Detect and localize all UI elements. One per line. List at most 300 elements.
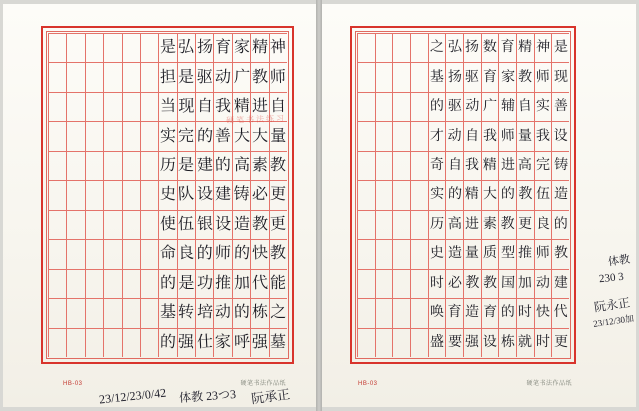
right-grid-character: 教 bbox=[500, 216, 515, 232]
left-grid-character: 史 bbox=[159, 186, 177, 204]
right-grid-character: 善 bbox=[553, 99, 568, 115]
left-grid-cell bbox=[177, 210, 195, 239]
right-grid-character: 教 bbox=[465, 275, 480, 291]
right-grid-cell bbox=[392, 210, 410, 239]
right-grid-character: 的 bbox=[429, 98, 445, 115]
left-grid-cell bbox=[103, 151, 121, 180]
left-grid-cell bbox=[140, 328, 158, 357]
left-grid-cell bbox=[103, 239, 121, 268]
left-grid-cell bbox=[66, 92, 84, 121]
right-grid-cell bbox=[357, 328, 375, 357]
right-grid-cell bbox=[410, 180, 428, 209]
right-grid-cell bbox=[516, 328, 534, 357]
left-grid-cell bbox=[122, 92, 140, 121]
left-grid-character: 建 bbox=[215, 186, 232, 204]
left-grid-cell bbox=[85, 33, 103, 62]
right-grid-cell bbox=[551, 180, 569, 209]
right-sheet-footer-title: 硬笔书法作品纸 bbox=[526, 381, 572, 387]
left-grid-cell bbox=[177, 151, 195, 180]
right-grid-cell bbox=[375, 62, 393, 91]
right-grid-cell bbox=[516, 62, 534, 91]
left-grid-character: 转 bbox=[178, 304, 195, 322]
right-grid-cell bbox=[445, 121, 463, 150]
right-grid-character: 更 bbox=[553, 334, 568, 350]
right-grid-character: 栋 bbox=[500, 334, 515, 351]
right-grid-character: 的 bbox=[500, 304, 516, 321]
right-grid-character: 实 bbox=[429, 187, 445, 203]
left-grid-character: 推 bbox=[214, 274, 232, 293]
left-grid-character: 师 bbox=[269, 68, 287, 86]
right-grid-cell bbox=[357, 210, 375, 239]
right-grid-cell bbox=[463, 239, 481, 268]
right-grid-cell bbox=[428, 180, 446, 209]
right-grid-cell bbox=[551, 62, 569, 91]
right-grid-cell bbox=[551, 269, 569, 298]
right-grid-cell bbox=[375, 121, 393, 150]
left-grid-character: 墓 bbox=[270, 333, 287, 351]
left-grid-cell bbox=[158, 180, 176, 209]
left-grid-character: 神 bbox=[269, 38, 287, 57]
right-grid-cell bbox=[463, 210, 481, 239]
left-grid-character: 是 bbox=[159, 38, 177, 57]
right-grid-character: 家 bbox=[500, 69, 515, 85]
left-grid-cell bbox=[177, 239, 195, 268]
right-grid-cell bbox=[445, 33, 463, 62]
left-grid-cell bbox=[85, 121, 103, 150]
left-grid-cell bbox=[140, 92, 158, 121]
right-grid-cell bbox=[463, 151, 481, 180]
right-grid-character: 动 bbox=[535, 275, 551, 292]
right-grid-cell bbox=[463, 328, 481, 357]
right-grid-cell bbox=[498, 33, 516, 62]
right-grid-cell bbox=[534, 239, 552, 268]
right-grid-cell bbox=[516, 269, 534, 298]
left-grid-cell bbox=[85, 151, 103, 180]
left-grid-character: 动 bbox=[214, 303, 232, 322]
left-grid-cell bbox=[269, 33, 287, 62]
right-grid-cell bbox=[410, 151, 428, 180]
left-grid-character: 家 bbox=[214, 333, 232, 352]
left-grid-cell bbox=[250, 62, 268, 91]
left-grid-character: 仕 bbox=[196, 333, 214, 352]
left-grid-cell bbox=[103, 180, 121, 209]
right-grid-cell bbox=[534, 92, 552, 121]
right-grid-cell bbox=[392, 92, 410, 121]
left-grid-cell bbox=[195, 269, 213, 298]
left-grid-character: 弘 bbox=[178, 38, 195, 57]
left-grid-cell bbox=[250, 180, 268, 209]
right-grid-cell bbox=[428, 239, 446, 268]
left-grid-cell bbox=[85, 269, 103, 298]
left-grid-cell bbox=[250, 298, 268, 327]
left-grid-character: 自 bbox=[196, 97, 213, 116]
right-grid-cell bbox=[375, 92, 393, 121]
right-grid-character: 造 bbox=[553, 187, 568, 203]
left-grid-cell bbox=[158, 210, 176, 239]
right-grid-cell bbox=[357, 239, 375, 268]
left-grid-character: 的 bbox=[159, 333, 177, 351]
right-grid-cell bbox=[428, 269, 446, 298]
right-grid-character: 造 bbox=[465, 305, 480, 321]
right-grid-cell bbox=[463, 121, 481, 150]
left-grid-character: 家 bbox=[233, 39, 250, 57]
left-grid-cell bbox=[158, 269, 176, 298]
right-grid-cell bbox=[516, 210, 534, 239]
right-grid-cell bbox=[410, 298, 428, 327]
right-grid-character: 加 bbox=[517, 275, 533, 292]
right-grid-character: 精 bbox=[518, 40, 533, 56]
right-grid-cell bbox=[498, 269, 516, 298]
left-grid-cell bbox=[85, 210, 103, 239]
right-grid-character: 进 bbox=[465, 216, 480, 233]
right-grid-cell bbox=[498, 210, 516, 239]
right-writing-grid bbox=[357, 33, 569, 357]
right-grid-cell bbox=[463, 180, 481, 209]
left-grid-cell bbox=[85, 180, 103, 209]
left-page-red-border bbox=[41, 26, 294, 364]
left-grid-cell bbox=[195, 298, 213, 327]
left-grid-cell bbox=[48, 180, 66, 209]
left-grid-cell bbox=[103, 269, 121, 298]
right-grid-character: 质 bbox=[483, 246, 497, 262]
left-grid-cell bbox=[177, 269, 195, 298]
right-grid-character: 设 bbox=[553, 128, 568, 144]
right-grid-cell bbox=[463, 269, 481, 298]
left-grid-cell bbox=[85, 239, 103, 268]
left-grid-cell bbox=[103, 121, 121, 150]
left-grid-cell bbox=[66, 298, 84, 327]
left-grid-cell bbox=[48, 33, 66, 62]
left-grid-character: 的 bbox=[196, 127, 214, 145]
left-grid-cell bbox=[232, 239, 250, 268]
right-grid-cell bbox=[357, 62, 375, 91]
right-grid-cell bbox=[428, 151, 446, 180]
right-grid-character: 量 bbox=[518, 128, 533, 144]
right-grid-cell bbox=[428, 298, 446, 327]
right-handwritten-label: 体教 bbox=[607, 253, 631, 269]
right-grid-character: 推 bbox=[518, 246, 533, 262]
left-grid-character: 强 bbox=[251, 333, 268, 351]
right-grid-character: 育 bbox=[500, 40, 515, 56]
left-grid-cell bbox=[250, 121, 268, 150]
left-grid-cell bbox=[122, 239, 140, 268]
right-grid-cell bbox=[445, 239, 463, 268]
left-grid-character: 设 bbox=[215, 215, 232, 233]
right-grid-character: 弘 bbox=[447, 39, 463, 56]
right-grid-cell bbox=[375, 151, 393, 180]
left-grid-character: 善 bbox=[214, 127, 232, 145]
right-grid-character: 设 bbox=[482, 334, 498, 351]
right-grid-cell bbox=[498, 239, 516, 268]
left-grid-cell bbox=[195, 151, 213, 180]
left-grid-cell bbox=[66, 121, 84, 150]
right-grid-cell bbox=[534, 210, 552, 239]
right-grid-character: 素 bbox=[482, 216, 498, 233]
left-grid-cell bbox=[195, 328, 213, 357]
left-grid-cell bbox=[195, 62, 213, 91]
right-grid-character: 育 bbox=[482, 305, 498, 321]
left-grid-cell bbox=[177, 180, 195, 209]
left-grid-cell bbox=[158, 298, 176, 327]
left-grid-cell bbox=[269, 239, 287, 268]
left-grid-cell bbox=[232, 210, 250, 239]
left-grid-cell bbox=[177, 328, 195, 357]
left-grid-cell bbox=[177, 121, 195, 150]
right-grid-cell bbox=[375, 180, 393, 209]
left-sheet-stamp: 硬笔书法练习 bbox=[225, 113, 287, 126]
left-grid-cell bbox=[66, 62, 84, 91]
left-grid-cell bbox=[158, 92, 176, 121]
right-grid-character: 完 bbox=[536, 158, 550, 174]
right-grid-character: 良 bbox=[535, 216, 551, 233]
left-writing-grid bbox=[48, 33, 287, 357]
left-grid-cell bbox=[122, 151, 140, 180]
left-grid-cell bbox=[269, 298, 287, 327]
left-sheet-footer-code: HB-03 bbox=[63, 381, 83, 387]
left-grid-cell bbox=[232, 33, 250, 62]
left-grid-cell bbox=[48, 328, 66, 357]
right-grid-cell bbox=[481, 239, 499, 268]
left-grid-cell bbox=[158, 239, 176, 268]
left-grid-cell bbox=[48, 298, 66, 327]
right-grid-cell bbox=[410, 210, 428, 239]
right-grid-cell bbox=[428, 210, 446, 239]
right-grid-cell bbox=[481, 151, 499, 180]
left-grid-cell bbox=[140, 151, 158, 180]
right-grid-cell bbox=[392, 239, 410, 268]
left-grid-cell bbox=[158, 328, 176, 357]
right-grid-character: 代 bbox=[553, 305, 568, 321]
right-grid-cell bbox=[551, 33, 569, 62]
right-grid-character: 强 bbox=[465, 334, 480, 351]
right-grid-character: 量 bbox=[465, 246, 480, 262]
right-grid-cell bbox=[410, 269, 428, 298]
right-grid-character: 唤 bbox=[429, 305, 445, 321]
right-grid-cell bbox=[551, 298, 569, 327]
right-grid-cell bbox=[357, 151, 375, 180]
left-grid-character: 历 bbox=[159, 156, 177, 175]
left-grid-cell bbox=[48, 62, 66, 91]
right-grid-cell bbox=[534, 151, 552, 180]
right-grid-character: 大 bbox=[482, 187, 498, 203]
left-grid-cell bbox=[177, 298, 195, 327]
right-grid-cell bbox=[357, 298, 375, 327]
left-grid-character: 是 bbox=[178, 156, 195, 175]
right-grid-character: 国 bbox=[500, 275, 515, 292]
right-grid-cell bbox=[445, 328, 463, 357]
right-grid-cell bbox=[481, 269, 499, 298]
left-grid-character: 大 bbox=[233, 127, 250, 145]
left-grid-cell bbox=[213, 298, 231, 327]
right-grid-cell bbox=[481, 328, 499, 357]
right-grid-character: 时 bbox=[536, 334, 550, 350]
left-handwritten-score: 23/12/23/0/42 bbox=[98, 385, 167, 407]
left-grid-character: 强 bbox=[178, 333, 195, 352]
left-grid-cell bbox=[232, 62, 250, 91]
right-grid-cell bbox=[410, 92, 428, 121]
right-grid-character: 进 bbox=[500, 157, 515, 174]
right-grid-cell bbox=[481, 298, 499, 327]
left-grid-cell bbox=[158, 33, 176, 62]
left-grid-character: 的 bbox=[196, 245, 213, 263]
left-grid-character: 使 bbox=[159, 215, 177, 234]
right-grid-character: 育 bbox=[447, 305, 462, 321]
left-grid-character: 功 bbox=[196, 274, 213, 292]
left-grid-cell bbox=[232, 298, 250, 327]
left-grid-character: 基 bbox=[160, 304, 177, 322]
right-grid-cell bbox=[392, 62, 410, 91]
left-grid-character: 量 bbox=[270, 127, 287, 145]
left-grid-cell bbox=[85, 328, 103, 357]
right-grid-cell bbox=[392, 298, 410, 327]
right-grid-character: 基 bbox=[429, 69, 445, 86]
right-grid-character: 是 bbox=[553, 39, 569, 56]
left-handwritten-label: 体教 23つ3 bbox=[178, 387, 237, 405]
left-grid-cell bbox=[66, 328, 84, 357]
right-grid-character: 教 bbox=[482, 275, 498, 291]
left-grid-character: 加 bbox=[233, 274, 250, 293]
left-grid-character: 代 bbox=[251, 274, 269, 293]
left-grid-character: 银 bbox=[196, 215, 213, 234]
left-grid-cell bbox=[85, 298, 103, 327]
left-grid-cell bbox=[122, 298, 140, 327]
left-grid-character: 大 bbox=[251, 127, 269, 145]
left-grid-cell bbox=[195, 239, 213, 268]
left-grid-cell bbox=[213, 269, 231, 298]
right-grid-cell bbox=[516, 180, 534, 209]
right-grid-character: 自 bbox=[517, 98, 533, 115]
left-grid-cell bbox=[66, 151, 84, 180]
right-grid-cell bbox=[516, 33, 534, 62]
right-grid-cell bbox=[357, 180, 375, 209]
right-calligraphy-sheet bbox=[322, 4, 636, 407]
right-grid-cell bbox=[481, 33, 499, 62]
left-grid-character: 是 bbox=[178, 274, 195, 292]
left-grid-character: 的 bbox=[233, 245, 250, 263]
left-grid-character: 完 bbox=[178, 127, 195, 145]
left-grid-character: 队 bbox=[177, 186, 195, 204]
left-grid-cell bbox=[213, 92, 231, 121]
right-grid-character: 师 bbox=[500, 128, 516, 144]
right-grid-cell bbox=[516, 151, 534, 180]
right-grid-cell bbox=[534, 33, 552, 62]
left-grid-character: 精 bbox=[251, 38, 269, 57]
right-grid-character: 扬 bbox=[447, 69, 462, 85]
left-grid-cell bbox=[195, 210, 213, 239]
left-grid-character: 驱 bbox=[196, 68, 213, 86]
left-grid-cell bbox=[269, 92, 287, 121]
right-grid-cell bbox=[445, 269, 463, 298]
right-grid-cell bbox=[463, 298, 481, 327]
left-grid-cell bbox=[122, 33, 140, 62]
right-handwritten-score: 230 3 bbox=[598, 270, 625, 286]
right-grid-cell bbox=[428, 62, 446, 91]
left-grid-cell bbox=[103, 62, 121, 91]
left-handwritten-signature: 阮承正 bbox=[250, 386, 291, 407]
right-sheet-surface bbox=[322, 4, 636, 407]
left-grid-character: 精 bbox=[233, 97, 250, 116]
left-grid-cell bbox=[140, 269, 158, 298]
left-grid-cell bbox=[103, 33, 121, 62]
left-grid-cell bbox=[158, 121, 176, 150]
right-grid-cell bbox=[445, 180, 463, 209]
left-grid-character: 之 bbox=[270, 304, 287, 322]
right-grid-character: 伍 bbox=[535, 187, 551, 203]
left-grid-character: 教 bbox=[269, 245, 287, 263]
right-grid-cell bbox=[410, 62, 428, 91]
right-grid-character: 我 bbox=[482, 128, 498, 144]
left-grid-cell bbox=[213, 62, 231, 91]
right-handwritten-date: 23/12/30加 bbox=[592, 313, 635, 329]
right-grid-cell bbox=[392, 121, 410, 150]
right-grid-cell bbox=[463, 92, 481, 121]
left-grid-cell bbox=[269, 151, 287, 180]
right-grid-character: 数 bbox=[482, 40, 498, 56]
right-grid-character: 更 bbox=[518, 216, 533, 233]
right-grid-character: 精 bbox=[482, 157, 498, 174]
right-grid-cell bbox=[481, 180, 499, 209]
right-grid-character: 高 bbox=[447, 216, 463, 233]
right-grid-cell bbox=[481, 92, 499, 121]
left-grid-character: 进 bbox=[251, 97, 269, 116]
left-grid-cell bbox=[122, 328, 140, 357]
left-grid-character: 实 bbox=[160, 127, 177, 145]
left-grid-character: 教 bbox=[251, 68, 269, 87]
left-grid-cell bbox=[177, 92, 195, 121]
right-grid-cell bbox=[551, 239, 569, 268]
right-grid-character: 动 bbox=[447, 128, 462, 144]
right-grid-cell bbox=[375, 210, 393, 239]
left-grid-cell bbox=[158, 151, 176, 180]
right-grid-character: 实 bbox=[535, 98, 551, 115]
left-grid-cell bbox=[103, 298, 121, 327]
right-grid-cell bbox=[375, 33, 393, 62]
left-grid-character: 自 bbox=[270, 97, 287, 116]
left-grid-cell bbox=[213, 239, 231, 268]
left-grid-cell bbox=[85, 92, 103, 121]
right-grid-cell bbox=[445, 298, 463, 327]
right-grid-cell bbox=[498, 62, 516, 91]
right-grid-cell bbox=[463, 62, 481, 91]
right-grid-character: 要 bbox=[447, 334, 462, 350]
right-grid-cell bbox=[481, 121, 499, 150]
right-grid-cell bbox=[534, 298, 552, 327]
right-grid-cell bbox=[516, 92, 534, 121]
left-grid-cell bbox=[66, 269, 84, 298]
right-grid-character: 历 bbox=[429, 216, 445, 233]
right-grid-cell bbox=[392, 269, 410, 298]
left-grid-character: 铸 bbox=[233, 186, 250, 204]
left-grid-cell bbox=[269, 121, 287, 150]
right-grid-cell bbox=[498, 328, 516, 357]
right-grid-cell bbox=[357, 269, 375, 298]
right-grid-cell bbox=[516, 121, 534, 150]
left-grid-cell bbox=[232, 328, 250, 357]
left-grid-cell bbox=[140, 180, 158, 209]
right-grid-character: 师 bbox=[535, 246, 551, 262]
right-grid-cell bbox=[445, 151, 463, 180]
left-grid-character: 育 bbox=[215, 39, 232, 57]
left-grid-character: 更 bbox=[269, 215, 287, 234]
left-grid-character: 命 bbox=[159, 245, 177, 263]
right-grid-cell bbox=[463, 33, 481, 62]
left-grid-character: 扬 bbox=[196, 39, 213, 57]
right-grid-cell bbox=[534, 180, 552, 209]
right-grid-cell bbox=[551, 328, 569, 357]
right-grid-character: 神 bbox=[535, 39, 551, 56]
right-grid-cell bbox=[445, 62, 463, 91]
right-grid-character: 快 bbox=[535, 305, 551, 321]
